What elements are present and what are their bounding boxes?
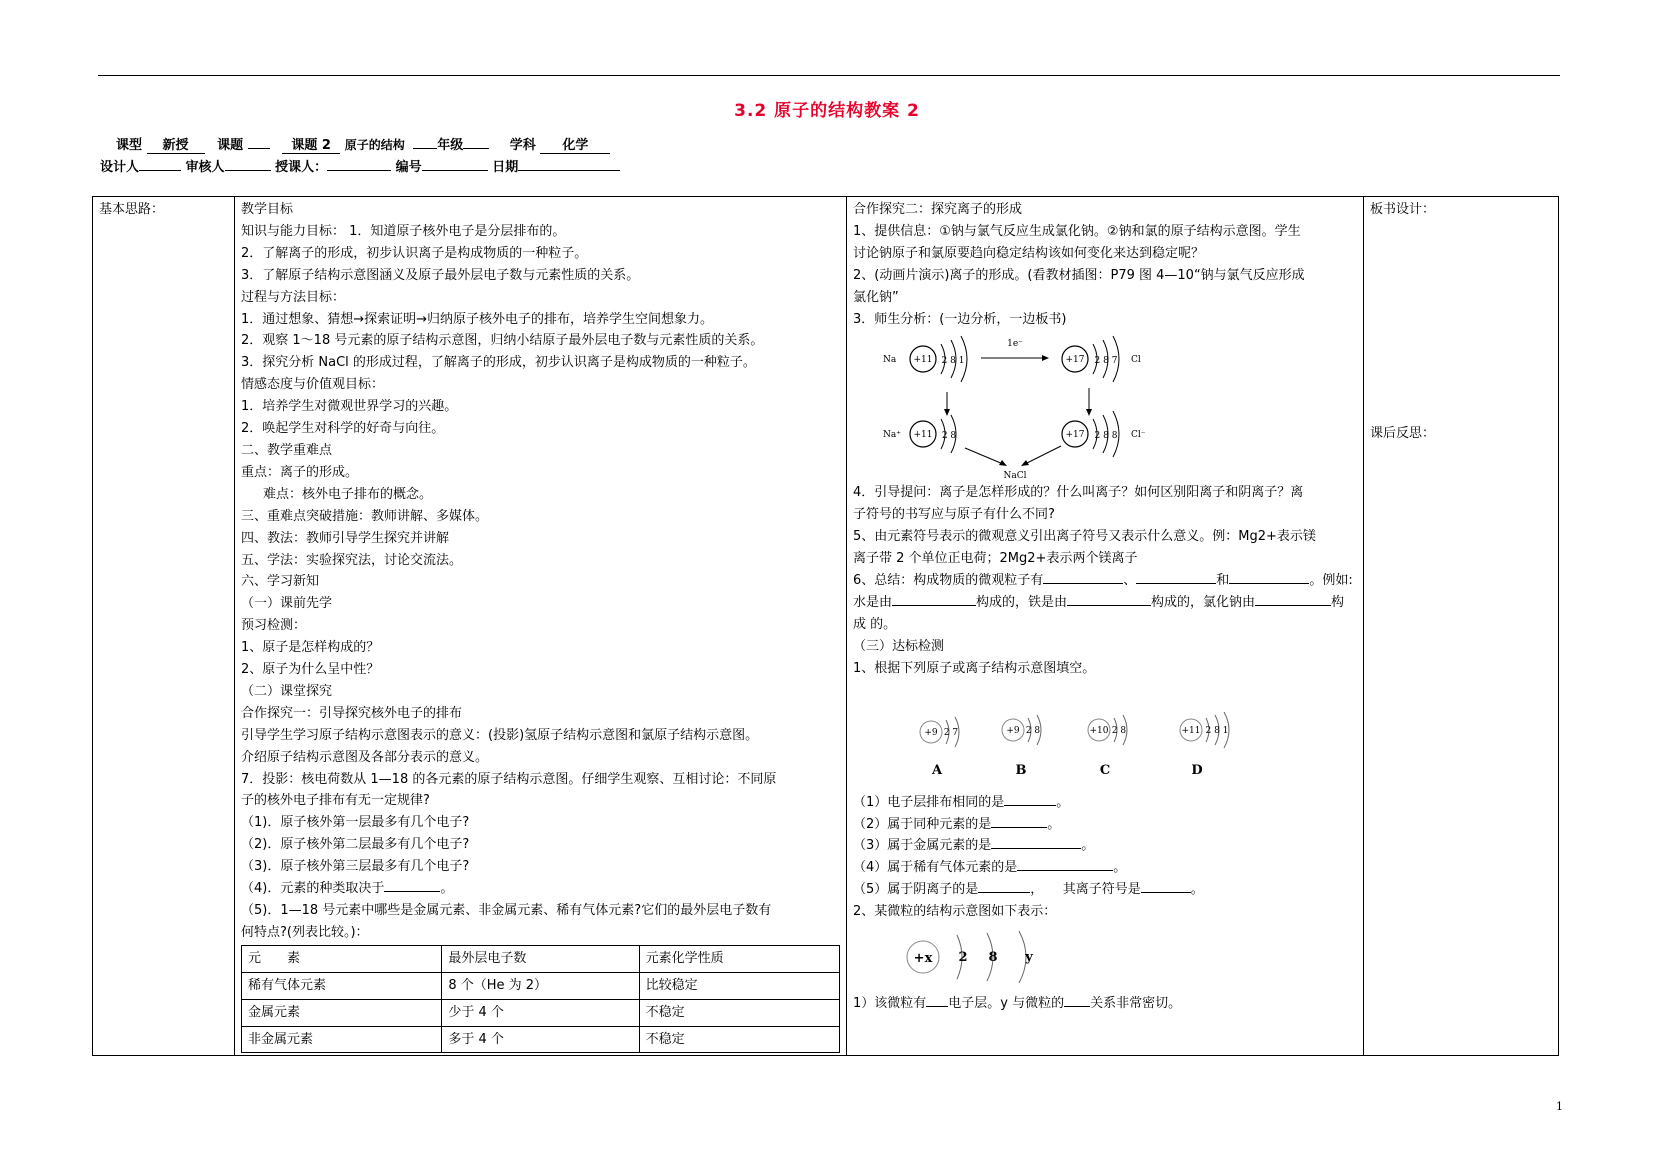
line-suffix: 。 (440, 881, 454, 897)
fill-blank (1017, 870, 1113, 871)
text-line: （1)．原子核外第一层最多有几个电子? (241, 815, 470, 831)
fill-blank (991, 848, 1081, 849)
summary-line-2 (853, 592, 1357, 614)
text-line: （5)．1—18 号元素中哪些是金属元素、非金属元素、稀有气体元素?它们的最外层电子数有 (241, 903, 772, 918)
atom-d (1180, 712, 1229, 778)
text-line: 1、原子是怎样构成的？ (241, 640, 380, 656)
cl-shells: 2 8 7 (1094, 356, 1118, 367)
question-text: （2）属于同种元素的是 (853, 816, 992, 832)
question-text: （5）属于阴离子的是 (853, 882, 979, 898)
table-cell: 不稳定 (639, 1026, 839, 1053)
question-text: 。 (1047, 816, 1061, 832)
sub-question-5 (853, 879, 1357, 901)
question-text: 。 (1081, 838, 1095, 854)
nucleus-charge: +10 (1089, 725, 1109, 736)
question-text: （1）电子层排布相同的是 (853, 794, 1005, 810)
question-text: 电子层。y 与微粒的 (948, 996, 1065, 1012)
course-type-label: 课型 (116, 138, 143, 153)
fill-blank (978, 892, 1030, 893)
summary-text: 水是由 (853, 594, 893, 610)
shells: 2 8 1 (1205, 725, 1229, 736)
course-type-value: 新授 (147, 134, 205, 154)
subject-label: 学科 (509, 138, 536, 153)
header-rule (98, 75, 1560, 76)
question-text: （4）属于稀有气体元素的是 (853, 860, 1018, 876)
fill-blank (1043, 583, 1123, 584)
sub-question-1 (853, 792, 1357, 814)
text-line: 3．师生分析：(一边分析，一边板书) (853, 311, 1067, 327)
text-line: 难点：核外电子排布的概念。 (263, 486, 433, 502)
atom-a (920, 717, 959, 778)
question-text: 1）该微粒有 (853, 996, 927, 1012)
nucleus-charge: +11 (1181, 725, 1201, 736)
atom-label: A (931, 762, 943, 778)
na-shells: 2 8 1 (941, 356, 965, 367)
element-property-table (241, 945, 840, 1054)
text-line: （4)．元素的种类取决于 。 (241, 881, 454, 897)
topic-label: 课题 (217, 138, 244, 153)
summary-text: 和 (1216, 573, 1230, 589)
text-line: 三、重难点突破措施：教师讲解、多媒体。 (241, 508, 489, 524)
text-line: 知识与能力目标： 1．知道原子核外电子是分层排布的。 (241, 223, 566, 239)
question-2: 2、某微粒的结构示意图如下表示： (853, 904, 1057, 920)
reviewer-label: 审核人 (185, 160, 225, 175)
atom-label: D (1191, 762, 1203, 778)
nucleus-charge: +9 (1006, 725, 1020, 736)
text-line: （二）课堂探究 (241, 683, 333, 699)
combine-line-cl (1025, 446, 1061, 464)
particle-diagram (853, 923, 1073, 993)
fill-blank (384, 891, 440, 892)
sub-question-3 (853, 835, 1357, 857)
table-header-row (242, 945, 840, 972)
fill-blank (991, 827, 1047, 828)
nucleus-charge: +9 (924, 727, 938, 738)
text-line: 教学目标 (241, 202, 294, 217)
fill-blank (1067, 605, 1151, 606)
cl-ion-shells: 2 8 8 (1094, 431, 1118, 442)
sub-question-2 (853, 814, 1357, 836)
board-design-cell (1364, 197, 1559, 1056)
summary-text: 构成的，铁是由 (976, 594, 1068, 610)
question-text: 。 (1056, 794, 1070, 810)
text-line: 离子带 2 个单位正电荷；2Mg2+表示两个镁离子 (853, 551, 1138, 567)
fill-blank (1141, 892, 1191, 893)
shells: 2 7 (943, 727, 959, 738)
na-nucleus: +11 (913, 355, 933, 366)
shells: 2 8 (1111, 725, 1127, 736)
inquiry-cell (847, 197, 1364, 1056)
text-line: 2．观察 1～18 号元素的原子结构示意图，归纳小结原子最外层电子数与元素性质的关系。 (241, 333, 764, 349)
na-ion-nucleus: +11 (913, 430, 933, 441)
na-ion-shells: 2 8 (941, 431, 957, 442)
sub-question-4 (853, 857, 1357, 879)
shells: 2 8 (1025, 725, 1041, 736)
date-label: 日期 (492, 160, 519, 175)
arrow-head (999, 460, 1007, 466)
fill-blank (1255, 605, 1331, 606)
cl-nucleus: +17 (1065, 355, 1085, 366)
summary-text: 构成的，氯化钠由 (1151, 594, 1256, 610)
text-line: 4．引导提问：离子是怎样形成的？什么叫离子？如何区别阳离子和阴离子？离 (853, 485, 1304, 501)
table-header: 元 素 (242, 945, 442, 972)
table-cell: 不稳定 (639, 999, 839, 1026)
nucleus-charge: +x (913, 951, 933, 967)
question-text: 。 (1113, 860, 1127, 876)
text-line: 五、学法：实验探究法，讨论交流法。 (241, 552, 463, 568)
shell-count: 2 (958, 950, 968, 966)
text-line: （3)．原子核外第三层最多有几个电子? (241, 859, 470, 875)
text-line: 合作探究二：探究离子的形成 (853, 202, 1023, 217)
fill-blank (1064, 1006, 1090, 1007)
blank-suffix (384, 881, 453, 896)
text-line: 子符号的书写应与原子有什么不同? (853, 507, 1055, 523)
page-title: 3.2 原子的结构教案 2 (734, 101, 920, 121)
board-design-label: 板书设计： (1370, 202, 1436, 217)
text-line: 过程与方法目标： (241, 289, 346, 305)
fill-blank (1004, 805, 1056, 806)
summary-text: 6、总结：构成物质的微观粒子有 (853, 573, 1044, 589)
text-line: （一）课前先学 (241, 596, 333, 612)
number-label: 编号 (395, 160, 422, 175)
teacher-label: 授课人： (275, 160, 328, 175)
cl-label: Cl (1131, 355, 1141, 366)
text-line: 合作探究一：引导探究核外电子的排布 (241, 705, 463, 721)
inquiry-lines-b (853, 482, 1357, 570)
question-text: （3）属于金属元素的是 (853, 838, 992, 854)
atom-structure-diagrams (853, 680, 1333, 792)
combine-line-na (965, 448, 1003, 464)
atom-label: C (1099, 762, 1111, 778)
table-cell: 少于 4 个 (442, 999, 639, 1026)
teaching-content-lines (241, 199, 840, 944)
table-cell: 金属元素 (242, 999, 442, 1026)
na-label: Na (883, 355, 897, 366)
fill-blank (1136, 583, 1216, 584)
fill-blank (892, 605, 976, 606)
after-class-reflection-label: 课后反思： (1370, 425, 1436, 441)
summary-text: 。例如: (1309, 573, 1353, 589)
text-line: 2．了解离子的形成，初步认识离子是构成物质的一种粒子。 (241, 245, 588, 261)
arrow-head (1042, 355, 1049, 361)
text-line: 重点：离子的形成。 (241, 464, 359, 480)
table-header: 元素化学性质 (639, 945, 839, 972)
text-line: 子的核外电子排布有无一定规律? (241, 793, 430, 809)
table-cell: 8 个（He 为 2） (442, 972, 639, 999)
cl-ion-label: Cl⁻ (1131, 430, 1146, 441)
shell-count: y (1025, 950, 1033, 966)
page-number: 1 (1556, 1100, 1563, 1113)
inquiry-lines-a (853, 199, 1357, 330)
atom-b (1002, 715, 1041, 778)
text-line: 何特点?(列表比较。)： (241, 924, 369, 940)
text-line: （2)．原子核外第二层最多有几个电子? (241, 837, 470, 853)
electron-transfer-label: 1e⁻ (1007, 339, 1023, 350)
subject-value: 化学 (540, 134, 610, 154)
arrow-head (944, 409, 950, 416)
question-1: 1、根据下列原子或离子结构示意图填空。 (853, 660, 1096, 676)
summary-line-1 (853, 570, 1357, 592)
text-line: 2、原子为什么呈中性？ (241, 662, 380, 678)
fill-blank (1229, 583, 1309, 584)
na-ion-label: Na⁺ (883, 430, 901, 441)
text-line: 3．了解原子结构示意图涵义及原子最外层电子数与元素性质的关系。 (241, 267, 640, 283)
table-cell: 比较稳定 (639, 972, 839, 999)
summary-text: 、 (1123, 573, 1137, 589)
cl-ion-nucleus: +17 (1065, 430, 1085, 441)
table-cell: 非金属元素 (242, 1026, 442, 1053)
basic-idea-cell (93, 197, 235, 1056)
meta-row-2 (100, 156, 620, 175)
grade-label: 年级 (437, 138, 464, 153)
summary-line-3: 成 的。 (853, 616, 897, 632)
teaching-content-cell (235, 197, 847, 1056)
text-line: 5、由元素符号表示的微观意义引出离子符号又表示什么意义。例：Mg2+表示镁 (853, 529, 1316, 545)
nacl-formation-diagram (853, 330, 1153, 482)
summary-text: 构 (1331, 594, 1345, 610)
text-line: 3．探究分析 NaCl 的形成过程，了解离子的形成，初步认识离子是构成物质的一种粒子。 (241, 355, 756, 371)
text-line: 1．通过想象、猜想→探索证明→归纳原子核外电子的排布，培养学生空间想象力。 (241, 311, 714, 327)
table-row (242, 999, 840, 1026)
atom-label: B (1015, 762, 1027, 778)
text-line: 1．培养学生对微观世界学习的兴趣。 (241, 399, 458, 415)
text-line: 讨论钠原子和氯原要趋向稳定结构该如何变化来达到稳定呢？ (853, 245, 1205, 261)
text-line: 介绍原子结构示意图及各部分表示的意义。 (241, 749, 489, 765)
meta-row-1 (116, 134, 610, 154)
table-cell: 多于 4 个 (442, 1026, 639, 1053)
text-line: 7．投影：核电荷数从 1—18 的各元素的原子结构示意图。仔细学生观察、互相讨论：不同原 (241, 771, 777, 787)
text-line: 引导学生学习原子结构示意图表示的意义：(投影)氢原子结构示意图和氯原子结构示意图。 (241, 727, 759, 743)
table-header: 最外层电子数 (442, 945, 639, 972)
topic-name: 原子的结构 (344, 138, 405, 152)
question-text: 关系非常密切。 (1090, 996, 1182, 1012)
question-text: 。 (1190, 882, 1204, 898)
table-cell: 稀有气体元素 (242, 972, 442, 999)
basic-idea-label: 基本思路： (99, 202, 165, 217)
text-line: 六、学习新知 (241, 574, 320, 590)
topic-number: 课题 2 (282, 134, 340, 154)
text-line: 2、(动画片演示)离子的形成。(看教材插图：P79 图 4—10“钠与氯气反应形成 (853, 267, 1305, 283)
fill-blank (926, 1006, 948, 1007)
designer-label: 设计人 (100, 160, 140, 175)
table-row (242, 972, 840, 999)
text-line: 氯化钠” (853, 289, 899, 305)
text-line: 2．唤起学生对科学的好奇与向往。 (241, 421, 445, 437)
table-row (242, 1026, 840, 1053)
text-line: 情感态度与价值观目标： (241, 377, 385, 393)
nacl-label: NaCl (1003, 471, 1027, 482)
lesson-plan-table (92, 196, 1559, 1056)
atom-c (1088, 715, 1127, 778)
arrow-head (1086, 409, 1092, 416)
text-line: 预习检测： (241, 618, 307, 634)
shell-count: 8 (988, 950, 998, 966)
question-text: ， 其离子符号是 (1030, 882, 1141, 898)
text-line: 1、提供信息：①钠与氯气反应生成氯化钠。②钠和氯的原子结构示意图。学生 (853, 223, 1301, 239)
question-2-1 (853, 993, 1357, 1015)
check-title: （三）达标检测 (853, 638, 945, 654)
text-line: 四、教法：教师引导学生探究并讲解 (241, 530, 450, 546)
text-line: 二、教学重难点 (241, 442, 333, 458)
